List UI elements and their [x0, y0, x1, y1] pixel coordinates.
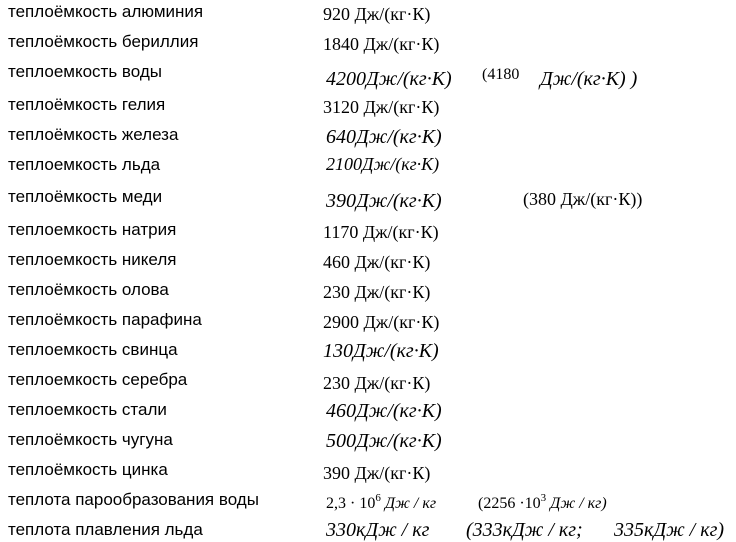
property-label: теплоемкость серебра [8, 370, 188, 389]
alt-unit: Дж / кг) [550, 495, 607, 512]
alt-value: (333кДж / кг; [466, 519, 583, 541]
property-value: 390Дж/(кг·К) [326, 190, 442, 212]
table-row [0, 338, 736, 368]
property-value [326, 492, 437, 513]
value-unit: Дж / кг [384, 495, 437, 512]
alt-value [478, 492, 607, 513]
property-value: 390 Дж/(кг·К) [323, 463, 431, 483]
property-value: 2900 Дж/(кг·К) [323, 312, 440, 332]
property-label: теплоемкость воды [8, 62, 162, 81]
property-label: теплота парообразования воды [8, 490, 259, 509]
property-value: 130Дж/(кг·К) [323, 340, 439, 362]
property-value: 230 Дж/(кг·К) [323, 373, 431, 393]
property-label: теплоёмкость железа [8, 125, 179, 144]
table-row [0, 458, 736, 488]
table-row [0, 93, 736, 123]
alt-value: (380 Дж/(кг·К)) [523, 189, 643, 209]
property-label: теплоёмкость цинка [8, 460, 168, 479]
table-row [0, 488, 736, 518]
property-value: 330кДж / кг [326, 519, 430, 541]
property-value: 4200Дж/(кг·К) [326, 68, 452, 90]
table-row [0, 60, 736, 90]
property-label: теплоемкость натрия [8, 220, 177, 239]
property-value: 1170 Дж/(кг·К) [323, 222, 439, 242]
property-label: теплоёмкость меди [8, 187, 163, 206]
property-label: теплоемкость стали [8, 400, 167, 419]
table-row [0, 123, 736, 153]
table-row [0, 518, 736, 542]
table-row [0, 308, 736, 338]
alt-exponent: 3 [540, 492, 547, 504]
property-label: теплоемкость льда [8, 155, 161, 174]
property-value: 3120 Дж/(кг·К) [323, 97, 440, 117]
property-value: 460 Дж/(кг·К) [323, 252, 431, 272]
table-row [0, 0, 736, 30]
property-value: 460Дж/(кг·К) [326, 400, 442, 422]
property-value: 2100Дж/(кг·К) [326, 154, 440, 174]
alt-value-unit: Дж/(кг·К) ) [540, 68, 638, 90]
alt-value-number: (4180 [482, 66, 520, 83]
alt-mantissa: (2256 ·10 [478, 495, 541, 512]
property-value: 230 Дж/(кг·К) [323, 282, 431, 302]
table-row [0, 398, 736, 428]
property-label: теплоёмкость чугуна [8, 430, 173, 449]
table-row [0, 248, 736, 278]
property-label: теплоёмкость гелия [8, 95, 166, 114]
table-row [0, 278, 736, 308]
table-row [0, 218, 736, 248]
property-value: 640Дж/(кг·К) [326, 126, 442, 148]
property-label: теплоёмкость бериллия [8, 32, 199, 51]
table-row [0, 368, 736, 398]
property-label: теплоемкость никеля [8, 250, 177, 269]
table-row [0, 153, 736, 183]
property-value: 500Дж/(кг·К) [326, 430, 442, 452]
property-label: теплоемкость свинца [8, 340, 178, 359]
property-label: теплоёмкость алюминия [8, 2, 204, 21]
table-row [0, 185, 736, 215]
table-row [0, 30, 736, 60]
property-value: 920 Дж/(кг·К) [323, 4, 431, 24]
property-label: теплоёмкость парафина [8, 310, 202, 329]
property-label: теплота плавления льда [8, 520, 203, 539]
value-exponent: 6 [375, 492, 381, 504]
table-row [0, 428, 736, 458]
property-value: 1840 Дж/(кг·К) [323, 34, 440, 54]
alt-value-2: 335кДж / кг) [614, 519, 725, 541]
property-label: теплоёмкость олова [8, 280, 169, 299]
value-mantissa: 2,3 · 10 [326, 495, 376, 512]
